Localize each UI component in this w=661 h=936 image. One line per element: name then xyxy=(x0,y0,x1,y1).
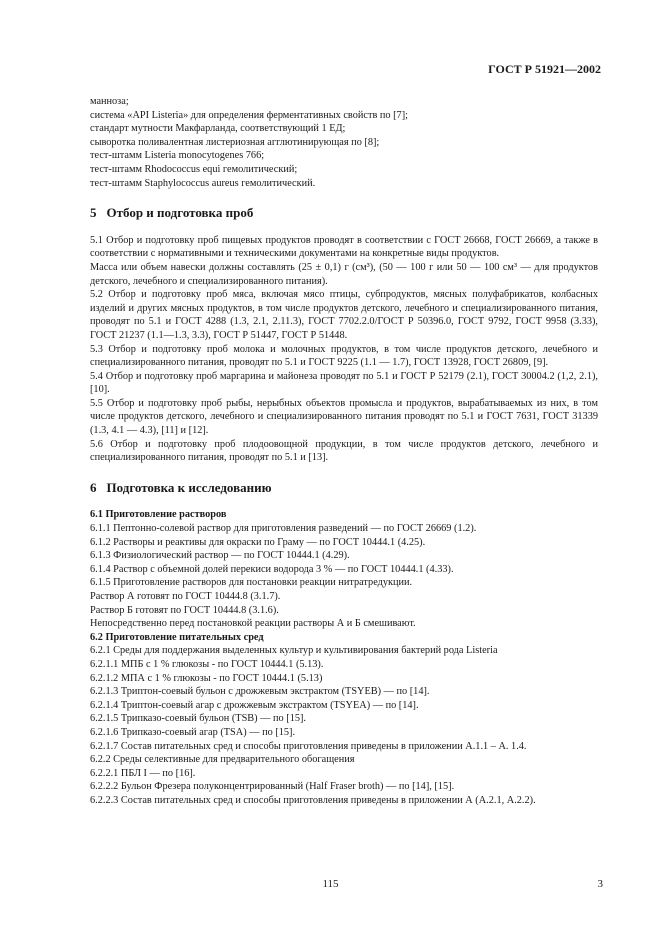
list-item: тест-штамм Listeria monocytogenes 766; xyxy=(90,150,265,162)
list-item: сыворотка поливалентная листериозная агглютинирующая по [8]; xyxy=(90,136,380,148)
paragraph: 5.3 Отбор и подготовку проб молока и молочных продуктов, в том числе продуктов детского, лечебного и специализированного питания, проводят по 5.1 и ГОСТ 9225 (1.1 — 1.7), ГОСТ 13928, ГОСТ 26809, [9]. xyxy=(90,343,598,369)
paragraph: 6.2.1.5 Трипказо-соевый бульон (TSB) — по [15]. xyxy=(90,713,306,725)
paragraph: 5.5 Отбор и подготовку проб рыбы, нерыбных объектов промысла и продуктов, вырабатываемых из них, в том числе продуктов детского, лечебного и специализированного питания проводят по 5.1 и ГОСТ 7631, ГОСТ 31339 (1.3, 4.1 — 4.3), [11] и [12]. xyxy=(90,397,598,437)
section-number: 6 xyxy=(90,479,97,495)
section-5-body xyxy=(90,234,598,465)
paragraph: 6.2.1.4 Триптон-соевый агар с дрожжевым экстрактом (TSYEA) — по [14]. xyxy=(90,699,419,711)
paragraph: 6.1.4 Раствор с объемной долей перекиси водорода 3 % — по ГОСТ 10444.1 (4.33). xyxy=(90,563,454,575)
section-title: Подготовка к исследованию xyxy=(106,479,272,495)
paragraph: 6.1.5 Приготовление растворов для постановки реакции нитратредукции. xyxy=(90,577,413,589)
list-item: тест-штамм Staphylococcus aureus гемолитический. xyxy=(90,177,316,189)
section-6-body xyxy=(90,508,598,807)
paragraph: 5.6 Отбор и подготовку проб плодоовощной продукции, в том числе продуктов детского, лечебного и специализированного питания, проводят по 5.1 и [13]. xyxy=(90,438,598,464)
paragraph: 6.2.1 Среды для поддержания выделенных культур и культивирования бактерий рода Listeria xyxy=(90,645,498,657)
paragraph: 6.1.3 Физиологический раствор — по ГОСТ 10444.1 (4.29). xyxy=(90,550,350,562)
section-title: Отбор и подготовка проб xyxy=(106,205,254,221)
paragraph: Масса или объем навески должны составлять (25 ± 0,1) г (см³), (50 — 100 г или 50 — 100 см³ — для продуктов детского, лечебного и специализированного питания). xyxy=(90,261,598,287)
book-page-number: 115 xyxy=(322,878,339,890)
paragraph: 6.2.1.7 Состав питательных сред и способы приготовления приведены в приложении А.1.1 – А. 1.4. xyxy=(90,740,527,752)
section-6-heading xyxy=(90,481,598,495)
paragraph: 6.2.2.1 ПБЛ I — по [16]. xyxy=(90,767,196,779)
paragraph: Раствор А готовят по ГОСТ 10444.8 (3.1.7). xyxy=(90,591,281,602)
paragraph: Непосредственно перед постановкой реакции растворы А и Б смешивают. xyxy=(90,618,416,630)
paragraph: 6.2.1.1 МПБ с 1 % глюкозы - по ГОСТ 10444.1 (5.13). xyxy=(90,658,324,670)
paragraph: Раствор Б готовят по ГОСТ 10444.8 (3.1.6). xyxy=(90,604,279,616)
paragraph: 5.2 Отбор и подготовку проб мяса, включая мясо птицы, субпродуктов, мясных полуфабрикатов, колбасных изделий и других мясных продуктов, в том числе продуктов детского, лечебного и специализированного питания, проводят по 5.1 и ГОСТ 4288 (1.3, 2.1, 2.11.3), ГОСТ 7702.2.0/ГОСТ Р 50396.0, ГОСТ 9792, ГОСТ 9958 (3.33), ГОСТ 21237 (1.1—1.3, 3.3), ГОСТ Р 51447, ГОСТ Р 51448. xyxy=(90,289,598,341)
paragraph: 6.2.2.2 Бульон Фрезера полуконцентрированный (Half Fraser broth) — по [14], [15]. xyxy=(90,781,455,793)
paragraph: 6.2.1.6 Трипказо-соевый агар (TSA) — по [15]. xyxy=(90,726,296,738)
paragraph: 6.2.2.3 Состав питательных сред и способы приготовления приведены в приложении А (А.2.1, А.2.2). xyxy=(90,794,536,806)
subsection-6-2-heading: 6.2 Приготовление питательных сред xyxy=(90,631,264,643)
list-item: система «API Listeria» для определения ферментативных свойств по [7]; xyxy=(90,109,408,121)
list-item: манноза; xyxy=(90,96,129,107)
paragraph: 6.1.1 Пептонно-солевой раствор для приготовления разведений — по ГОСТ 26669 (1.2). xyxy=(90,523,477,535)
page-content xyxy=(90,95,598,808)
section-number: 5 xyxy=(90,205,97,221)
materials-list xyxy=(90,95,598,190)
paragraph: 6.2.2 Среды селективные для предварительного обогащения xyxy=(90,754,355,766)
section-5-heading xyxy=(90,206,598,220)
paragraph: 5.1 Отбор и подготовку проб пищевых продуктов проводят в соответствии с ГОСТ 26668, ГОСТ 26669, а также в соответствии с нормативными и техническими документами на конкретные виды продуктов. xyxy=(90,234,598,260)
paragraph: 5.4 Отбор и подготовку проб маргарина и майонеза проводят по 5.1 и ГОСТ Р 52179 (2.1), ГОСТ 30004.2 (1,2, 2.1), [10]. xyxy=(90,370,598,396)
list-item: тест-штамм Rhodococcus equi гемолитический; xyxy=(90,163,298,175)
paragraph: 6.1.2 Растворы и реактивы для окраски по Граму — по ГОСТ 10444.1 (4.25). xyxy=(90,536,426,548)
document-code-header: ГОСТ Р 51921—2002 xyxy=(488,62,601,76)
page-number: 3 xyxy=(597,878,603,890)
subsection-6-1-heading: 6.1 Приготовление растворов xyxy=(90,509,227,521)
list-item: стандарт мутности Макфарланда, соответствующий 1 ЕД; xyxy=(90,123,346,135)
paragraph: 6.2.1.3 Триптон-соевый бульон с дрожжевым экстрактом (TSYEB) — по [14]. xyxy=(90,686,430,698)
paragraph: 6.2.1.2 МПА с 1 % глюкозы - по ГОСТ 10444.1 (5.13) xyxy=(90,672,323,684)
